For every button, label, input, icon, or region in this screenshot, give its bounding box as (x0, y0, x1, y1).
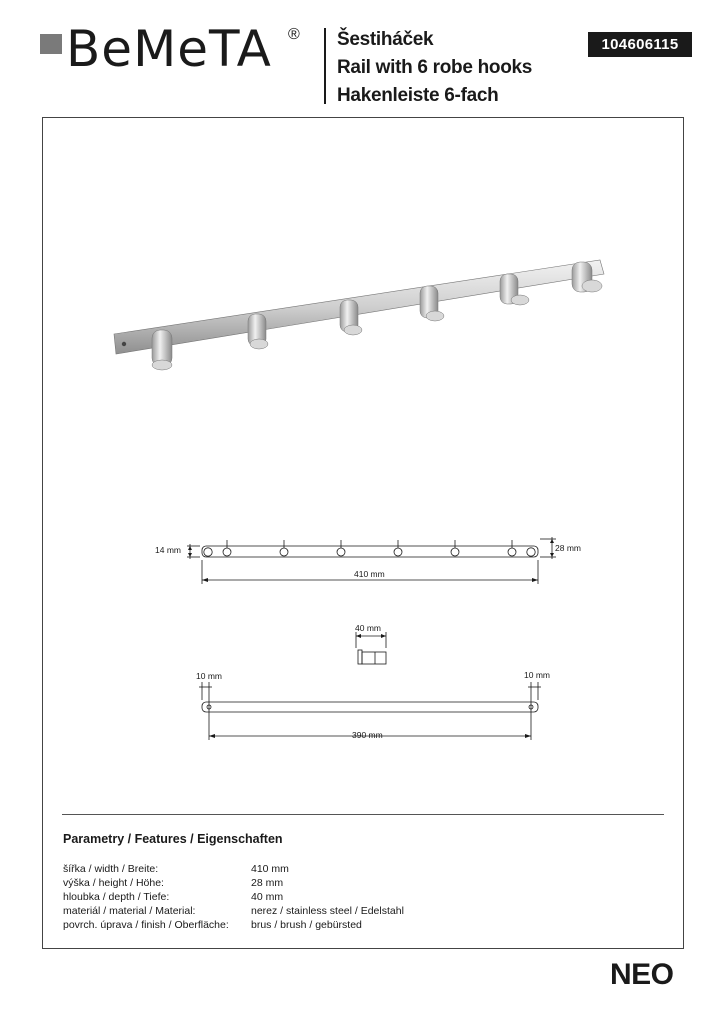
features-divider (62, 814, 664, 815)
feature-label: materiál / material / Material: (63, 905, 196, 917)
feature-row (63, 904, 404, 918)
feature-label: hloubka / depth / Tiefe: (63, 891, 170, 903)
feature-row (63, 862, 404, 876)
feature-value: 40 mm (251, 891, 284, 903)
dim-depth: 40 mm (355, 623, 381, 633)
feature-value: nerez / stainless steel / Edelstahl (251, 905, 404, 917)
product-code-badge: 104606115 (588, 32, 692, 57)
feature-label: povrch. úprava / finish / Oberfläche: (63, 919, 229, 931)
feature-row (63, 876, 404, 890)
feature-label: výška / height / Höhe: (63, 877, 164, 889)
features-table (63, 862, 404, 932)
dim-front-height: 14 mm (155, 545, 181, 555)
dim-hole-spacing: 390 mm (352, 730, 383, 740)
dim-edge-left: 10 mm (196, 671, 222, 681)
series-name: NEO (610, 958, 674, 991)
dim-edge-right: 10 mm (524, 670, 550, 680)
feature-value: 410 mm (251, 863, 289, 875)
dim-hook-height: 28 mm (555, 543, 581, 553)
feature-row (63, 918, 404, 932)
dim-total-width: 410 mm (354, 569, 385, 579)
feature-value: brus / brush / gebürsted (251, 919, 362, 931)
title-english: Rail with 6 robe hooks (337, 57, 533, 78)
brand-name: BeMeTA (66, 20, 272, 78)
title-german: Hakenleiste 6-fach (337, 85, 499, 106)
feature-value: 28 mm (251, 877, 284, 889)
feature-label: šířka / width / Breite: (63, 863, 159, 875)
features-heading: Parametry / Features / Eigenschaften (63, 832, 283, 846)
feature-row (63, 890, 404, 904)
registered-mark: ® (288, 26, 300, 43)
title-czech: Šestiháček (337, 29, 434, 50)
